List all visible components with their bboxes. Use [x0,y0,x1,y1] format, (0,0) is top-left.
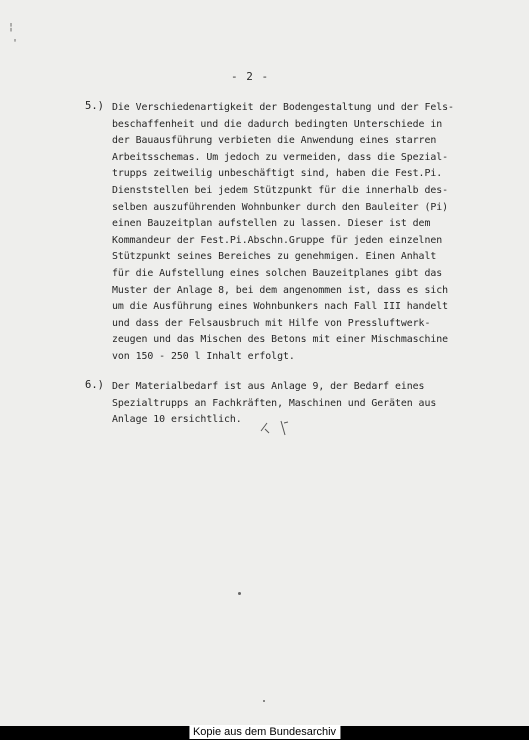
archive-label: Kopie aus dem Bundesarchiv [189,725,340,739]
text-line: Dienststellen bei jedem Stützpunkt für die innerhalb des- [112,184,449,196]
text-line: beschaffenheit und die dadurch bedingten Unterschiede in [112,118,443,130]
text-line: selben auszuführenden Wohnbunker durch den Bauleiter (Pi) [112,201,449,213]
binding-mark: ¦ [8,22,15,33]
scan-speck [263,700,265,702]
text-line: einen Bauzeitplan aufstellen zu lassen. Dieser ist dem [112,218,431,230]
paragraph-text [112,100,454,366]
text-line: Stützpunkt seines Bereiches zu genehmigen. Einen Anhalt [112,251,437,263]
text-line: und dass der Felsausbruch mit Hilfe von Pressluftwerk- [112,317,431,329]
paragraph-number: 5.) [85,100,104,112]
binding-mark: ' [12,38,19,49]
scan-speck [238,592,241,595]
text-line: zeugen und das Mischen des Betons mit einer Mischmaschine [112,334,449,346]
page-number: - 2 - [231,70,270,83]
text-line: trupps zeitweilig unbeschäftigt sind, haben die Fest.Pi. [112,168,443,180]
text-line: von 150 - 250 l Inhalt erfolgt. [112,350,295,362]
text-line: Kommandeur der Fest.Pi.Abschn.Gruppe für jeden einzelnen [112,234,443,246]
text-line: Spezialtrupps an Fachkräften, Maschinen und Geräten aus [112,397,437,409]
paragraph-number: 6.) [85,379,104,391]
handwritten-mark [257,417,291,439]
text-line: Muster der Anlage 8, bei dem angenommen ist, dass es sich [112,284,449,296]
text-line: Anlage 10 ersichtlich. [112,414,242,426]
text-line: der Bauausführung verbieten die Anwendung eines starren [112,135,437,147]
text-line: für die Aufstellung eines solchen Bauzeitplanes gibt das [112,267,443,279]
text-line: Der Materialbedarf ist aus Anlage 9, der Bedarf eines [112,381,425,392]
text-line: Arbeitsschemas. Um jedoch zu vermeiden, dass die Spezial- [112,151,449,163]
text-line: um die Ausführung eines Wohnbunkers nach Fall III handelt [112,301,449,313]
text-line: Die Verschiedenartigkeit der Bodengestaltung und der Fels- [112,102,454,113]
